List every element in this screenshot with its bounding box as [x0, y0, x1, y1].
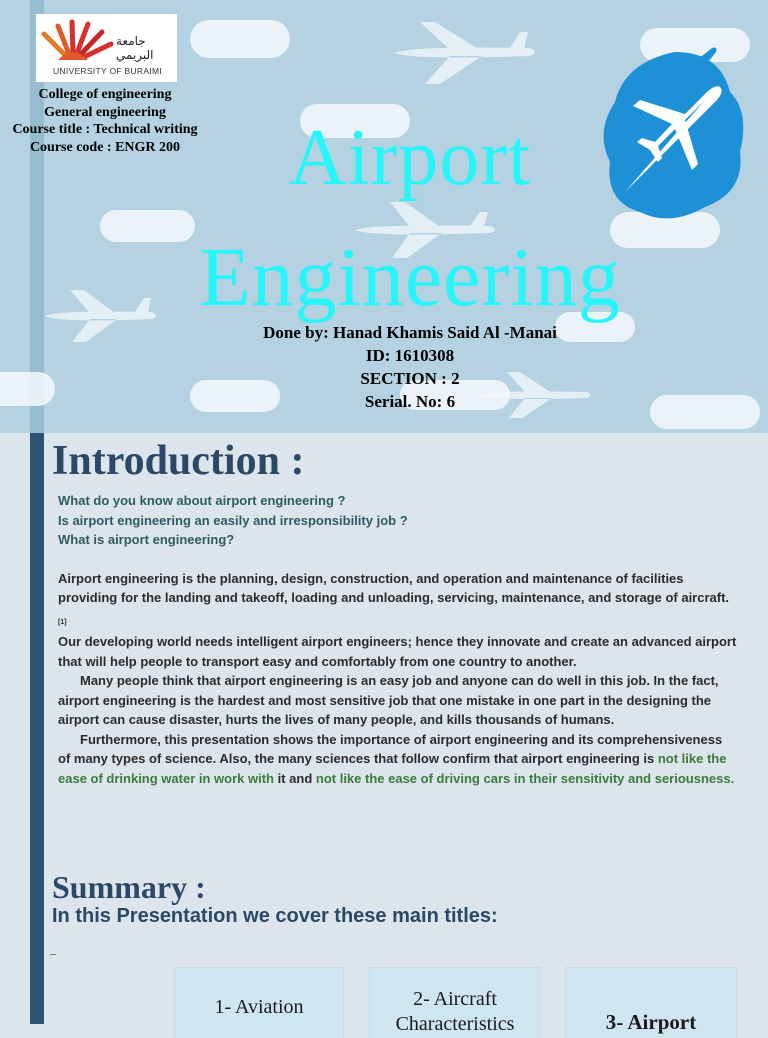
cloud — [0, 372, 55, 406]
author-name: Done by: Hanad Khamis Said Al -Manai — [263, 323, 557, 342]
summary-card-airport[interactable] — [566, 968, 736, 1038]
summary-subtitle: In this Presentation we cover these main titles: — [52, 905, 498, 927]
card-label: 1- Aviation — [214, 996, 304, 1018]
serial-number: Serial. No: 6 — [364, 392, 456, 411]
summary-card-aviation[interactable] — [175, 968, 343, 1038]
section-number: SECTION : 2 — [360, 369, 460, 388]
college-line: College of engineering — [38, 87, 172, 102]
paragraph-misconception-text: Many people think that airport engineering is an easy job and anyone can do well in this job. In the fact, airport engineering is the hardest and most sensitive job that one mistake in one part in the designing the airport can cause disaster, hurts the lives of many people, and kills thousands of humans. — [58, 673, 719, 727]
card-label: 2- Aircraft — [413, 988, 497, 1010]
paragraph-furthermore — [58, 730, 738, 789]
left-accent-bar — [30, 867, 44, 1024]
title-line-1: Airport — [288, 114, 532, 202]
highlight-driving-cars: not like the ease of driving cars in their sensitivity and seriousness. — [315, 770, 735, 786]
cloud — [190, 20, 290, 58]
paragraph-furthermore-text: Furthermore, this presentation shows the importance of airport engineering and its comprehensiveness of many types of science. Also, the many sciences that follow confirm that airport engineering is — [58, 731, 723, 766]
summary-card-aircraft-characteristics[interactable] — [370, 968, 540, 1038]
course-title-line: Course title : Technical writing — [12, 122, 198, 137]
title-line-2: Engineering — [199, 231, 621, 324]
airplane-icon — [390, 18, 540, 88]
citation-ref: [1] — [58, 618, 67, 626]
university-logo — [36, 14, 177, 82]
paragraph-definition-text: Airport engineering is the planning, design, construction, and operation and maintenance of facilities providing for the landing and takeoff, loading and unloading, servicing, maintenance, and storage of aircraft. — [58, 570, 730, 605]
title-slide — [0, 0, 768, 433]
paragraph-furthermore-connector: it and — [274, 770, 316, 786]
university-arabic-name: جامعة البريمي — [116, 34, 154, 62]
question-3: What is airport engineering? — [58, 532, 235, 547]
question-2: Is airport engineering an easily and irresponsibility job ? — [58, 512, 408, 528]
university-english-name: UNIVERSITY OF BURAIMI — [52, 66, 163, 76]
summary-heading: Summary : — [52, 869, 206, 905]
card-label-line2: Characteristics — [395, 1013, 515, 1035]
highlight-drinking-water: not like the ease of drinking water in work with — [58, 751, 727, 786]
introduction-heading: Introduction : — [52, 438, 305, 484]
author-block — [150, 321, 670, 413]
department-line: General engineering — [44, 104, 166, 120]
left-accent-bar — [30, 433, 44, 867]
student-id: ID: 1610308 — [365, 346, 455, 365]
question-1: What do you know about airport engineering ? — [58, 493, 346, 508]
card-label: 3- Airport — [605, 1010, 697, 1034]
paragraph-misconception — [58, 671, 738, 730]
paragraph-definition — [58, 569, 738, 633]
paragraph-world-needs: Our developing world needs intelligent airport engineers; hence they innovate and create an advanced airport that will help people to transport easy and comfortably from one country to another. — [58, 634, 737, 669]
introduction-body — [58, 491, 738, 788]
dash-mark: – — [50, 946, 56, 960]
course-code-line: Course code : ENGR 200 — [29, 139, 181, 155]
